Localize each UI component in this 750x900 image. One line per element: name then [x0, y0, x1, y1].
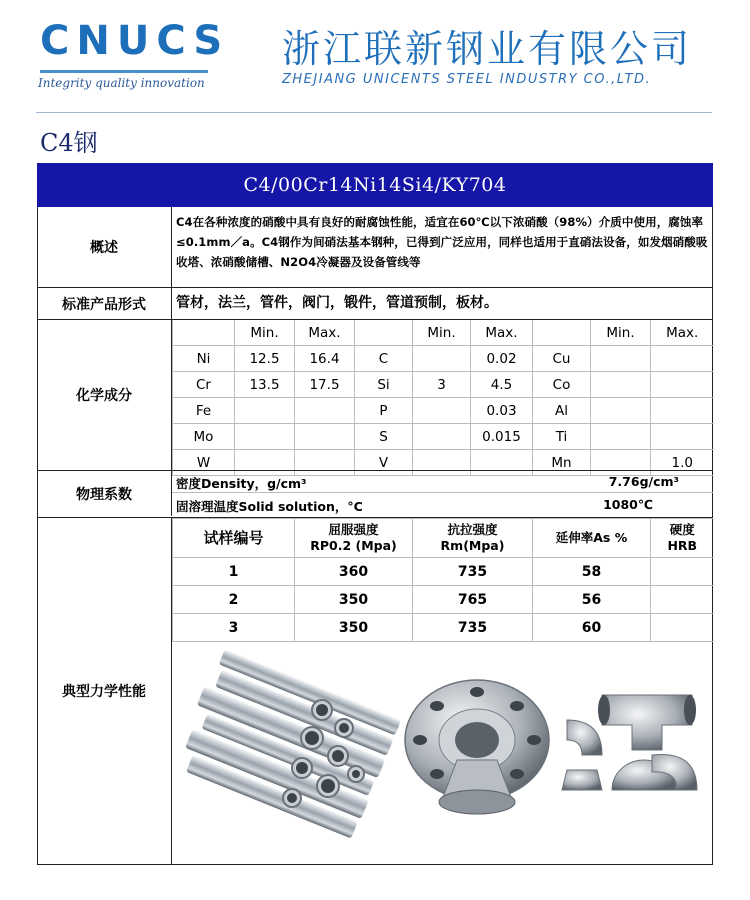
chemistry-cell: P — [355, 398, 413, 424]
mechanical-cell — [651, 558, 714, 586]
chemistry-cell — [651, 398, 714, 424]
solution-row — [172, 494, 713, 516]
chemistry-cell: 3 — [413, 372, 471, 398]
chemistry-cell — [591, 346, 651, 372]
mechanical-row — [173, 586, 714, 614]
chemistry-row — [173, 424, 714, 450]
chemistry-cell — [295, 398, 355, 424]
forms-label: 标准产品形式 — [37, 288, 172, 319]
chemistry-cell — [235, 398, 295, 424]
chemistry-cell — [295, 424, 355, 450]
chemistry-cell: Ni — [173, 346, 235, 372]
chemistry-cell: W — [173, 450, 235, 476]
chemistry-cell: 0.02 — [471, 346, 533, 372]
mechanical-row — [173, 558, 714, 586]
chemistry-cell: 16.4 — [295, 346, 355, 372]
logo-slogan: Integrity quality innovation — [38, 76, 205, 90]
mechanical-cell: 350 — [295, 586, 413, 614]
logo-wordmark: CNUCS — [40, 18, 230, 64]
chemistry-cell: Mn — [533, 450, 591, 476]
solution-label: 固溶理温度Solid solution，°C — [176, 499, 363, 514]
mechanical-header-cell: 硬度 HRB — [651, 519, 714, 558]
mechanical-row — [173, 614, 714, 642]
chemistry-cell: V — [355, 450, 413, 476]
mechanical-cell: 60 — [533, 614, 651, 642]
chemistry-cell — [651, 424, 714, 450]
header-divider — [36, 112, 712, 113]
overview-text: C4在各种浓度的硝酸中具有良好的耐腐蚀性能，适宜在60℃以下浓硝酸（98%）介质中使用，腐蚀率≤0.1mm／a。C4钢作为间硝法基本钢种，已得到广泛应用，同样也适用于直硝法设备，如发烟硝酸吸收塔、浓硝酸储槽、N2O4冷凝器及设备管线等 — [176, 215, 708, 269]
pipe-bundle-image — [172, 648, 401, 840]
chemistry-header-cell — [355, 320, 413, 346]
chemistry-cell: 13.5 — [235, 372, 295, 398]
chemistry-row — [173, 398, 714, 424]
chemistry-cell — [413, 398, 471, 424]
mechanical-cell: 360 — [295, 558, 413, 586]
mechanical-cell: 56 — [533, 586, 651, 614]
chemistry-cell: S — [355, 424, 413, 450]
chemistry-cell: 17.5 — [295, 372, 355, 398]
solution-value: 1080℃ — [603, 497, 653, 512]
mechanical-header-cell: 延伸率As % — [533, 519, 651, 558]
chemistry-cell: Al — [533, 398, 591, 424]
mechanical-header-row — [173, 519, 714, 558]
chemistry-cell: 4.5 — [471, 372, 533, 398]
mechanical-table — [172, 518, 714, 642]
grade-banner: C4/00Cr14Ni14Si4/KY704 — [37, 163, 713, 207]
mechanical-cell — [651, 586, 714, 614]
chemistry-cell: Cr — [173, 372, 235, 398]
mechanical-cell: 735 — [413, 558, 533, 586]
chemistry-cell: Co — [533, 372, 591, 398]
chemistry-label: 化学成分 — [37, 320, 172, 470]
chemistry-row — [173, 372, 714, 398]
chemistry-cell: Mo — [173, 424, 235, 450]
chemistry-header-cell — [533, 320, 591, 346]
chemistry-cell: 0.015 — [471, 424, 533, 450]
chemistry-header-cell — [173, 320, 235, 346]
chemistry-cell: Cu — [533, 346, 591, 372]
chemistry-cell: Fe — [173, 398, 235, 424]
product-photos — [172, 640, 713, 864]
mechanical-cell: 1 — [173, 558, 295, 586]
company-name-en: ZHEJIANG UNICENTS STEEL INDUSTRY CO.,LTD. — [282, 72, 652, 87]
chemistry-cell — [651, 372, 714, 398]
logo-underline — [40, 70, 208, 73]
chemistry-header-row — [173, 320, 714, 346]
chemistry-cell — [591, 398, 651, 424]
chemistry-cell — [651, 346, 714, 372]
chemistry-cell — [591, 424, 651, 450]
chemistry-cell: 0.03 — [471, 398, 533, 424]
chemistry-cell — [413, 346, 471, 372]
pipe-fittings-image — [562, 695, 697, 790]
chemistry-cell: 1.0 — [651, 450, 714, 476]
chemistry-cell — [591, 372, 651, 398]
chemistry-cell: 12.5 — [235, 346, 295, 372]
mechanical-header-cell: 抗拉强度 Rm(Mpa) — [413, 519, 533, 558]
mechanical-cell — [651, 614, 714, 642]
chemistry-row — [173, 346, 714, 372]
mechanical-cell: 350 — [295, 614, 413, 642]
physical-label: 物理系数 — [37, 471, 172, 516]
chemistry-cell: Ti — [533, 424, 591, 450]
chemistry-table — [172, 320, 714, 476]
forms-text: 管材，法兰，管件，阀门，锻件，管道预制，板材。 — [176, 295, 498, 311]
company-name-cn: 浙江联新钢业有限公司 — [282, 27, 693, 71]
chemistry-header-cell: Min. — [591, 320, 651, 346]
mechanical-cell: 3 — [173, 614, 295, 642]
mechanical-header-cell: 屈服强度 RP0.2 (Mpa) — [295, 519, 413, 558]
mechanical-label: 典型力学性能 — [37, 518, 172, 864]
mechanical-cell: 2 — [173, 586, 295, 614]
overview-label: 概述 — [37, 207, 172, 287]
mechanical-cell: 735 — [413, 614, 533, 642]
mechanical-cell: 58 — [533, 558, 651, 586]
chemistry-header-cell: Min. — [413, 320, 471, 346]
page-title: C4钢 — [40, 129, 98, 157]
density-label: 密度Density，g/cm³ — [176, 476, 307, 491]
chemistry-cell: Si — [355, 372, 413, 398]
chemistry-header-cell: Max. — [295, 320, 355, 346]
density-value: 7.76g/cm³ — [608, 474, 679, 489]
density-row — [172, 471, 713, 493]
chemistry-header-cell: Max. — [651, 320, 714, 346]
chemistry-header-cell: Max. — [471, 320, 533, 346]
chemistry-cell — [235, 424, 295, 450]
chemistry-cell: C — [355, 346, 413, 372]
flange-image — [405, 680, 549, 814]
company-logo — [36, 18, 230, 98]
chemistry-header-cell: Min. — [235, 320, 295, 346]
mechanical-header-cell: 试样编号 — [173, 519, 295, 558]
mechanical-cell: 765 — [413, 586, 533, 614]
chemistry-cell — [413, 424, 471, 450]
